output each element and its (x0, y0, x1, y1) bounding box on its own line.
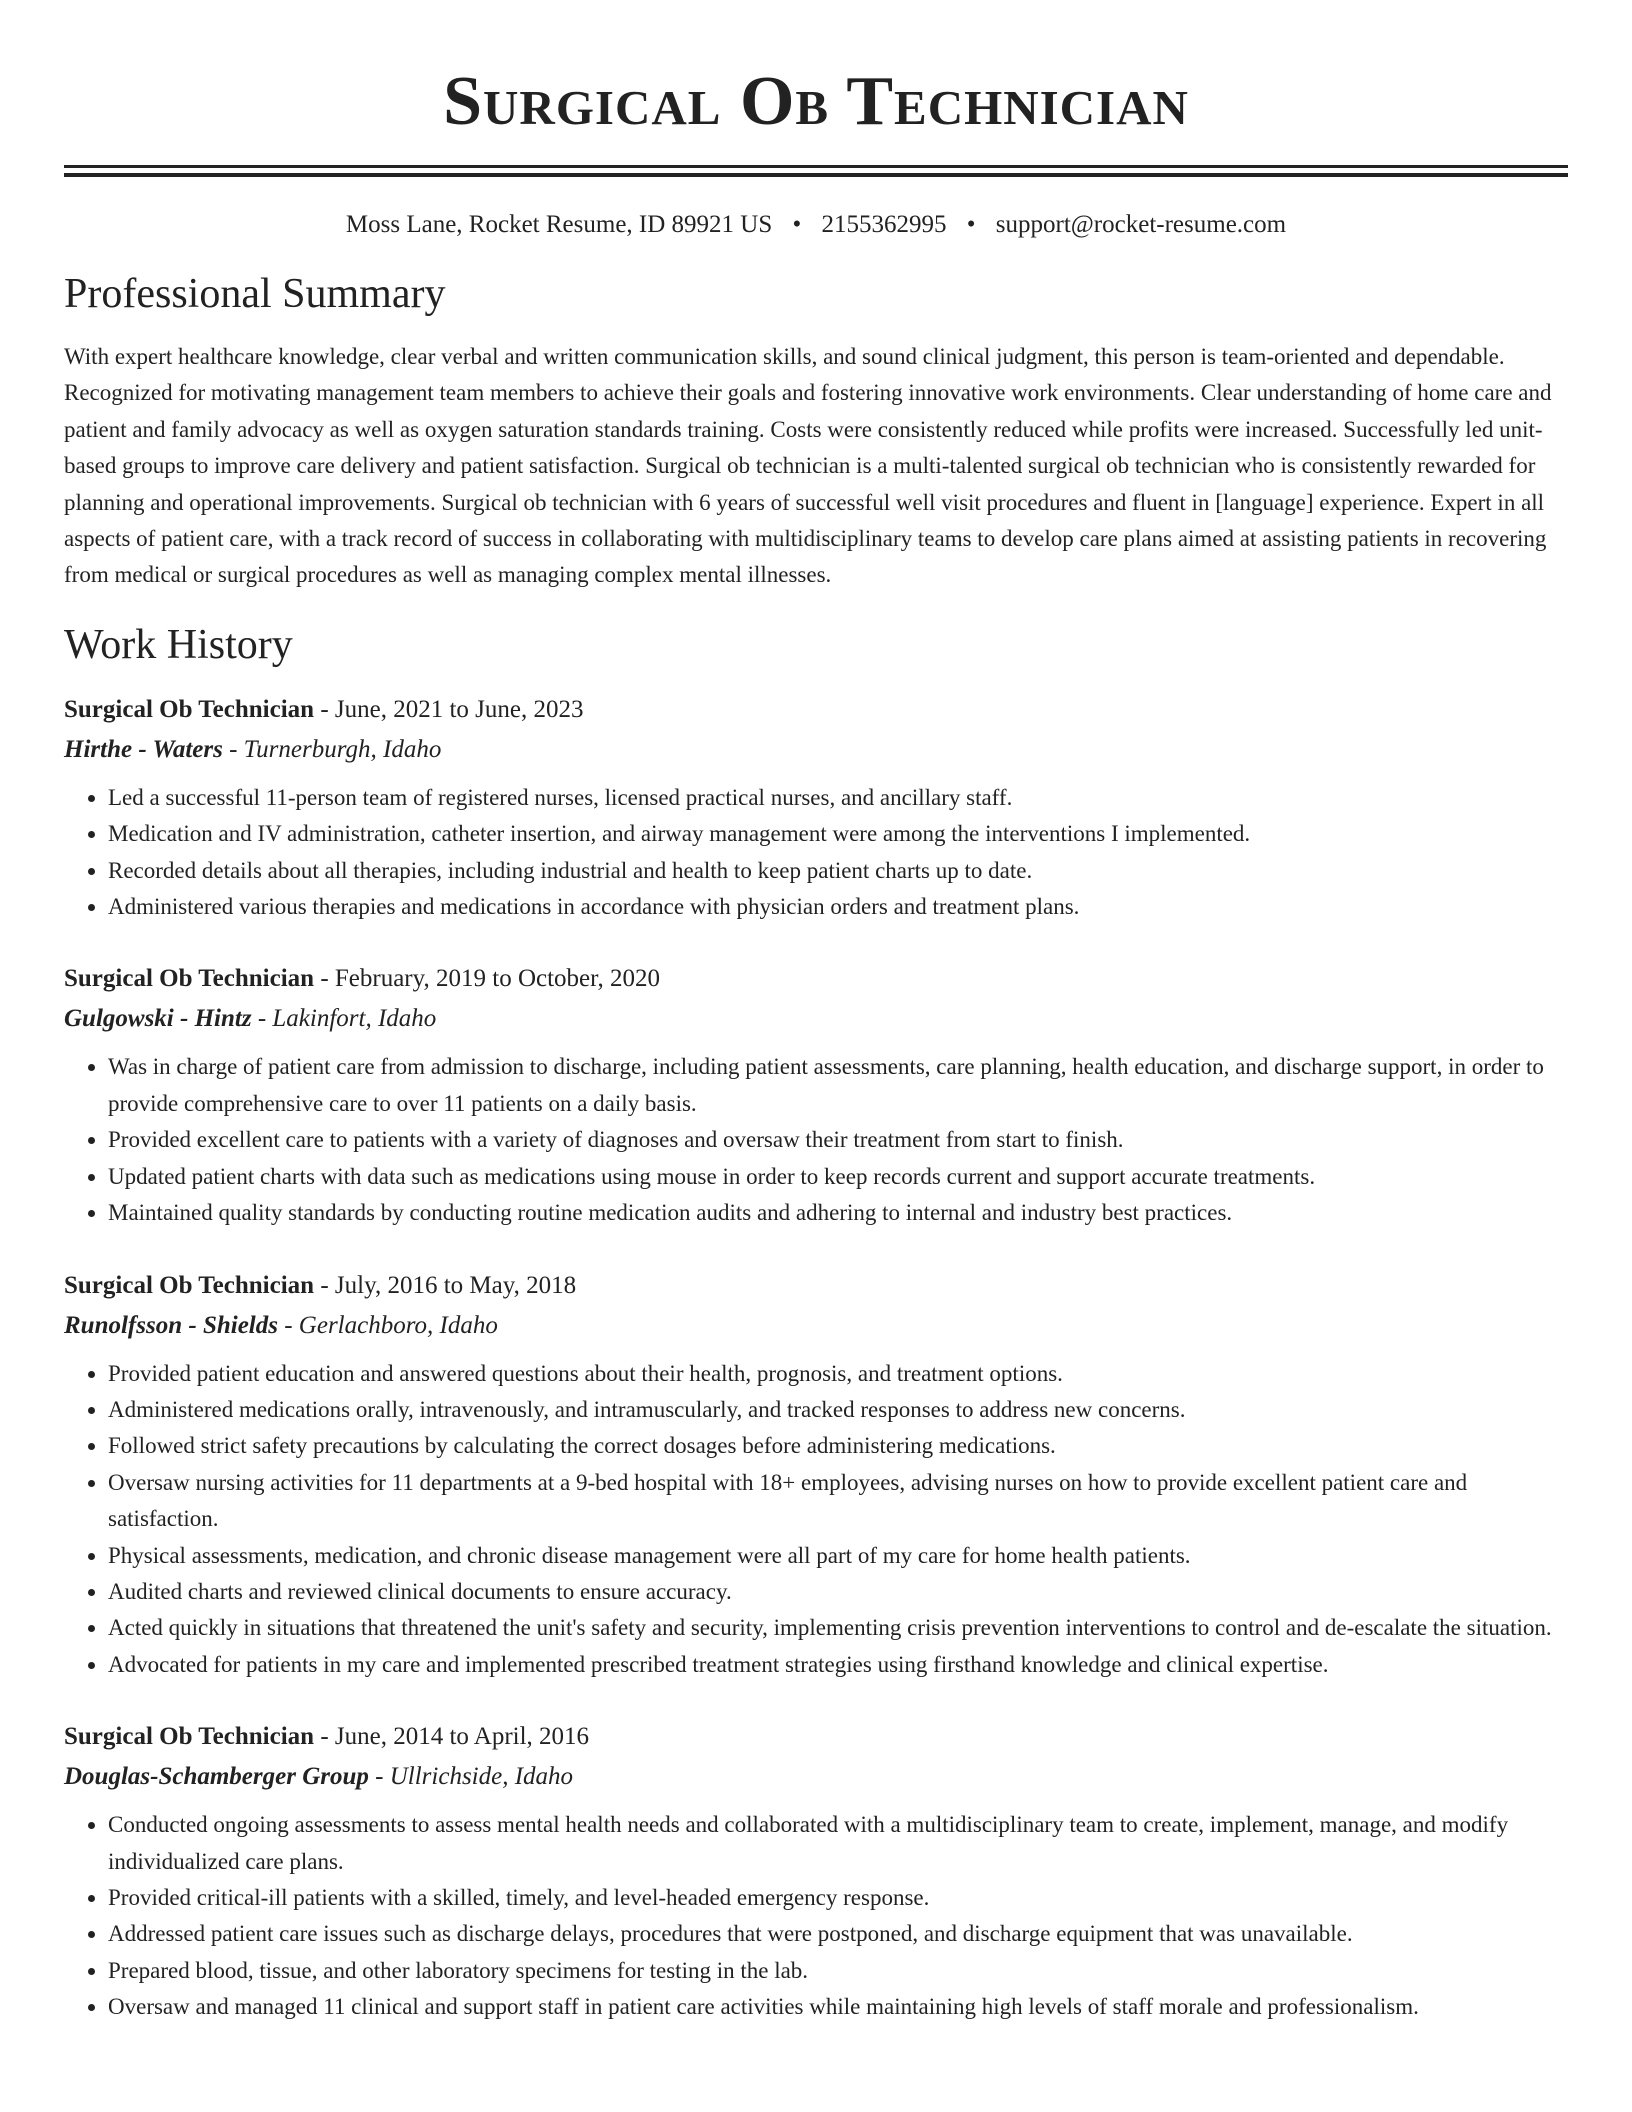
job-entry (64, 1717, 1568, 2025)
job-bullet: • Prepared blood, tissue, and other laboratory specimens for testing in the lab. (108, 1953, 1568, 1989)
job-bullet: • Administered various therapies and medications in accordance with physician orders and treatment plans. (108, 889, 1568, 925)
job-bullet: • Led a successful 11-person team of registered nurses, licensed practical nurses, and ancillary staff. (108, 780, 1568, 816)
job-bullet: • Maintained quality standards by conducting routine medication audits and adhering to internal and industry best practices. (108, 1195, 1568, 1231)
job-dash: - (314, 1271, 335, 1299)
job-bullets (64, 1049, 1568, 1231)
company-line (64, 999, 1568, 1039)
summary-text: With expert healthcare knowledge, clear verbal and written communication skills, and sound clinical judgment, this person is team-oriented and dependable. Recognized for motivating management team members to achieve their goals and fostering innovative work environments. Clear understanding of home care and patient and family advocacy as well as oxygen saturation standards training. Costs were consistently reduced while profits were increased. Successfully led unit-based groups to improve care delivery and patient satisfaction. Surgical ob technician is a multi-talented surgical ob technician who is consistently rewarded for planning and operational improvements. Surgical ob technician with 6 years of successful well visit procedures and fluent in [language] experience. Expert in all aspects of patient care, with a track record of success in collaborating with multidisciplinary teams to develop care plans aimed at assisting patients in recovering from medical or surgical procedures as well as managing complex mental illnesses. (64, 344, 1552, 588)
job-title-line (64, 959, 1568, 999)
job-bullet: • Audited charts and reviewed clinical documents to ensure accuracy. (108, 1574, 1568, 1610)
job-bullet: • Medication and IV administration, catheter insertion, and airway management were among the interventions I implemented. (108, 816, 1568, 852)
job-title-line (64, 690, 1568, 730)
contact-line (64, 209, 1568, 241)
contact-separator: • (966, 211, 976, 238)
company-line (64, 730, 1568, 770)
job-bullet: • Oversaw and managed 11 clinical and support staff in patient care activities while maintaining high levels of staff morale and professionalism. (108, 1989, 1568, 2025)
company-location: Gerlachboro, Idaho (298, 1311, 498, 1339)
job-title: Surgical Ob Technician (64, 695, 315, 723)
job-dates: June, 2014 to April, 2016 (334, 1723, 590, 1751)
job-title: Surgical Ob Technician (64, 1271, 315, 1299)
job-bullet: • Was in charge of patient care from admission to discharge, including patient assessments, care planning, health education, and discharge support, in order to provide comprehensive care to over 11 patients on a daily basis. (108, 1049, 1568, 1122)
job-bullet: • Recorded details about all therapies, including industrial and health to keep patient charts up to date. (108, 853, 1568, 889)
job-bullet: • Provided critical-ill patients with a skilled, timely, and level-headed emergency response. (108, 1880, 1568, 1916)
company-line (64, 1757, 1568, 1797)
job-entry (64, 690, 1568, 926)
job-dates: June, 2021 to June, 2023 (334, 695, 584, 723)
header-rule-top (64, 165, 1568, 168)
company-name: Hirthe - Waters (64, 735, 223, 763)
company-dash: - (368, 1763, 390, 1791)
contact-email: support@rocket-resume.com (995, 211, 1287, 238)
company-dash: - (277, 1311, 299, 1339)
company-location: Ullrichside, Idaho (389, 1763, 574, 1791)
company-dash: - (222, 735, 244, 763)
contact-separator: • (792, 211, 802, 238)
job-bullet: • Physical assessments, medication, and chronic disease management were all part of my care for home health patients. (108, 1538, 1568, 1574)
company-name: Runolfsson - Shields (64, 1311, 278, 1339)
job-bullet: • Provided patient education and answered questions about their health, prognosis, and treatment options. (108, 1356, 1568, 1392)
job-bullets (64, 1356, 1568, 1684)
job-bullet: • Administered medications orally, intravenously, and intramuscularly, and tracked responses to address new concerns. (108, 1392, 1568, 1428)
header-rule-bottom (64, 173, 1568, 177)
contact-address: Moss Lane, Rocket Resume, ID 89921 US (345, 211, 773, 238)
job-dates: July, 2016 to May, 2018 (334, 1271, 577, 1299)
job-bullet: • Conducted ongoing assessments to assess mental health needs and collaborated with a multidisciplinary team to create, implement, manage, and modify individualized care plans. (108, 1807, 1568, 1880)
job-bullet: • Acted quickly in situations that threatened the unit's safety and security, implementing crisis prevention interventions to control and de-escalate the situation. (108, 1610, 1568, 1646)
job-entry (64, 1266, 1568, 1684)
job-title: Surgical Ob Technician (64, 965, 315, 993)
company-location: Turnerburgh, Idaho (243, 735, 442, 763)
company-name: Gulgowski - Hintz (64, 1005, 252, 1033)
company-line (64, 1306, 1568, 1346)
job-bullet: • Addressed patient care issues such as discharge delays, procedures that were postponed, and discharge equipment that was unavailable. (108, 1916, 1568, 1952)
work-history-heading: Work History (64, 621, 293, 668)
contact-phone: 2155362995 (821, 211, 947, 238)
job-dates: February, 2019 to October, 2020 (334, 965, 660, 993)
job-list (64, 690, 1568, 2026)
job-dash: - (314, 965, 335, 993)
job-bullets (64, 1807, 1568, 2025)
job-title: Surgical Ob Technician (64, 1723, 315, 1751)
summary-heading: Professional Summary (64, 271, 446, 317)
job-bullets (64, 780, 1568, 926)
job-title-line (64, 1717, 1568, 1757)
job-title-line (64, 1266, 1568, 1306)
job-dash: - (314, 1723, 335, 1751)
job-bullet: • Provided excellent care to patients with a variety of diagnoses and oversaw their treatment from start to finish. (108, 1122, 1568, 1158)
job-bullet: • Followed strict safety precautions by calculating the correct dosages before administering medications. (108, 1428, 1568, 1464)
resume-name: Surgical Ob Technician (443, 63, 1189, 140)
job-bullet: • Oversaw nursing activities for 11 departments at a 9-bed hospital with 18+ employees, advising nurses on how to provide excellent patient care and satisfaction. (108, 1465, 1568, 1538)
resume-page (64, 0, 1568, 2026)
job-bullet: • Advocated for patients in my care and implemented prescribed treatment strategies using firsthand knowledge and clinical expertise. (108, 1647, 1568, 1683)
company-location: Lakinfort, Idaho (272, 1005, 437, 1033)
job-dash: - (314, 695, 335, 723)
job-bullet: • Updated patient charts with data such as medications using mouse in order to keep records current and support accurate treatments. (108, 1159, 1568, 1195)
company-name: Douglas-Schamberger Group (64, 1763, 369, 1791)
job-entry (64, 959, 1568, 1231)
company-dash: - (251, 1005, 273, 1033)
